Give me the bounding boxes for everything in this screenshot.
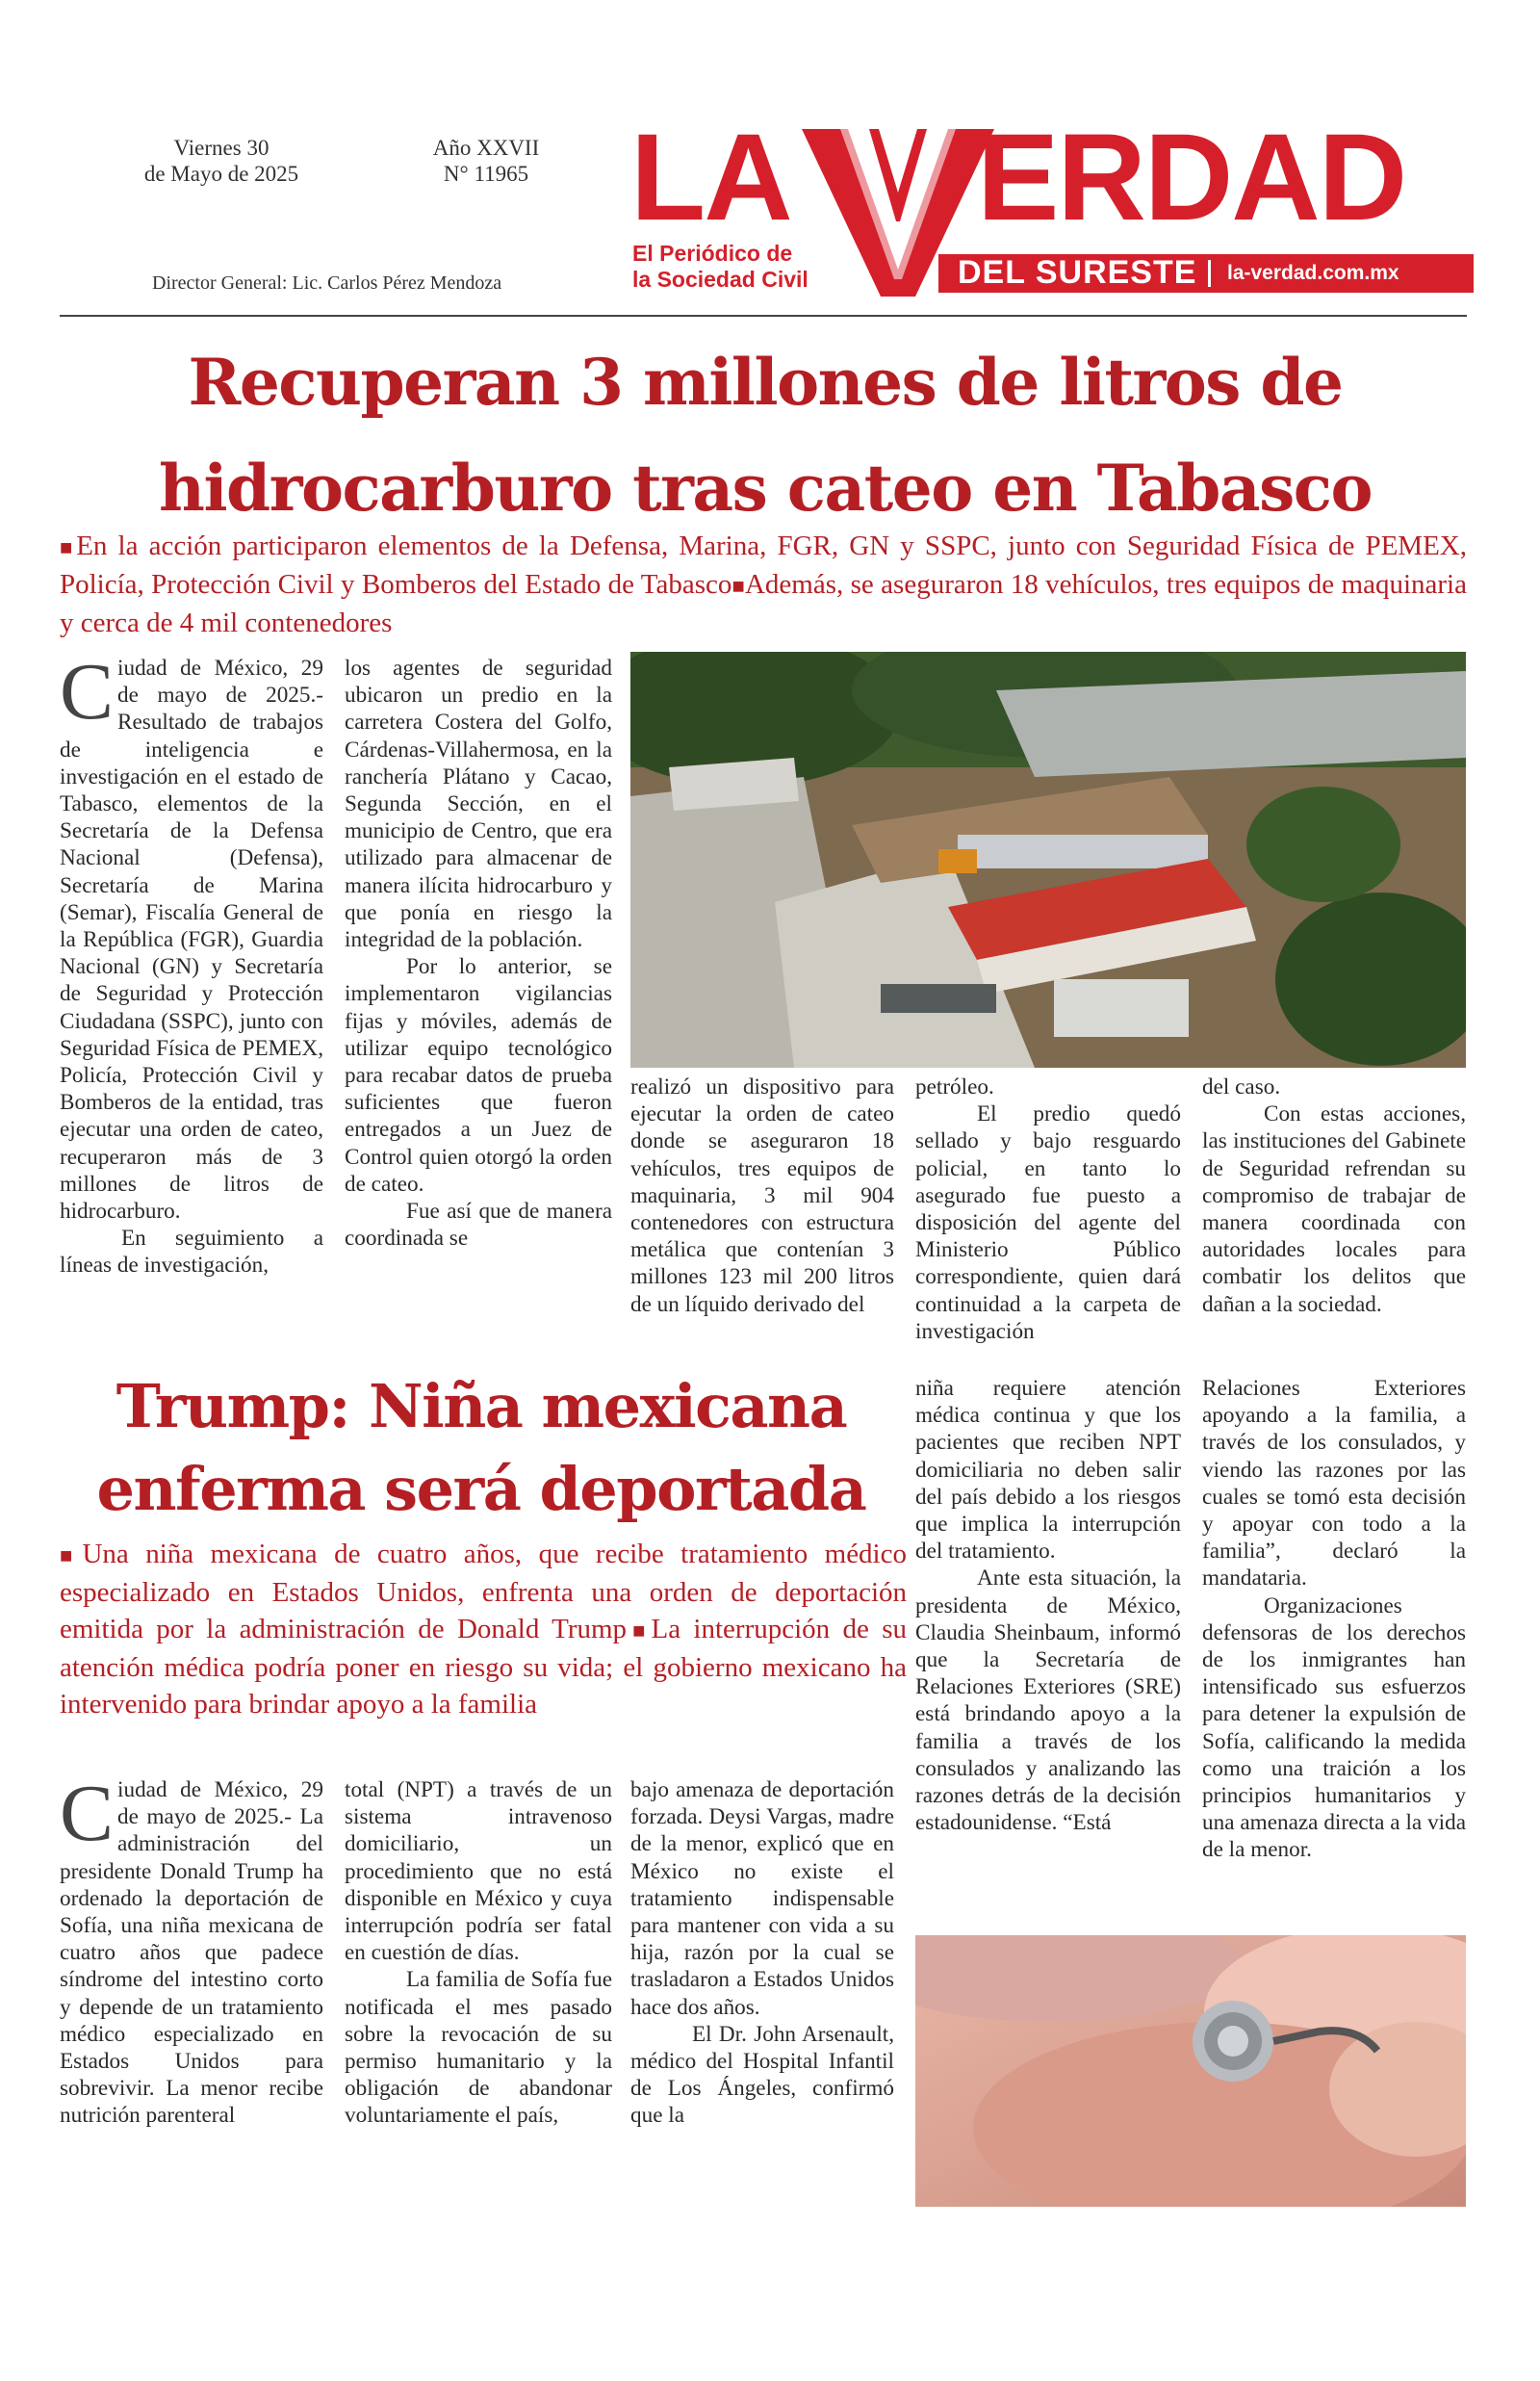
story2-col3-p2: El Dr. John Arsenault, médico del Hospital Infantil de Los Ángeles, confirmó que la [630,2021,894,2129]
issue-no: N° 11965 [443,162,529,186]
logo-divider [1208,260,1211,287]
story2-column-2 [345,1776,612,2130]
story1-deck-part2: Además, se aseguraron 18 vehículos, tres equipos de maquinaria y cerca de 4 mil contenedores [60,569,1467,638]
masthead-rule [60,315,1467,317]
issue-date [125,135,318,187]
issue-weekday: Viernes 30 [173,136,270,160]
issue-number [414,135,558,187]
story1-headline [53,329,1477,541]
story1-column-2 [345,655,612,1252]
story1-col1-p2: En seguimiento a líneas de investigación, [60,1226,323,1279]
story1-deck [60,528,1467,641]
story1-column-3 [630,1074,894,1318]
story2-column-3 [630,1776,894,2130]
story1-col2-p1: los agentes de seguridad ubicaron un predio en la carretera Costera del Golfo, Cárdenas-Villahermosa, en la ranchería Plátano y Cacao, Segunda Sección, en el municipio de Centro, que era utilizado para almacenar de manera ilícita hidrocarburo y que ponía en riesgo la integridad de la población. [345,656,612,953]
logo-erdad: ERDAD [977,109,1406,246]
story1-headline-line2: hidrocarburo tras cateo en Tabasco [158,451,1372,526]
story1-photo-aerial-site [630,652,1466,1068]
story1-column-1 [60,647,323,1280]
logo-del-sureste: DEL SURESTE [958,254,1197,291]
deck-bullet-icon: ■ [60,535,77,559]
story1-col1-p1: iudad de México, 29 de mayo de 2025.- Resultado de trabajos de inteligencia e investigación en el estado de Tabasco, elementos de la Secretaría de la Defensa Nacional (Defensa), Secretaría de Marina (Semar), Fiscalía General de la República (FGR), Guardia Nacional (GN) y Secretaría de Seguridad y Protección Ciudadana (SSPC), junto con Seguridad Física de PEMEX, Policía, Protección Civil y Bomberos de la entidad, tras ejecutar una orden de cateo, recuperaron más de 3 millones de litros de hidrocarburo. [60,656,323,1225]
story2-col2-p2: La familia de Sofía fue notificada el mes pasado sobre la revocación de su permiso humanitario y la obligación de abandonar voluntariamente el país, [345,1967,612,2129]
story1-col5-p2: Con estas acciones, las instituciones del Gabinete de Seguridad refrendan su compromiso de trabajar de manera coordinada con autoridades locales para combatir los delitos que dañan a la sociedad. [1202,1101,1466,1317]
logo-la: LA [630,109,791,246]
story2-column-4 [915,1375,1181,1836]
story2-dropcap: C [60,1769,115,1858]
logo-tagline [632,241,808,293]
story1-headline-line1: Recuperan 3 millones de litros de [188,345,1343,420]
story2-headline-line2: enferma será deportada [96,1454,866,1524]
deck-bullet-icon: ■ [732,574,745,598]
story2-col4-p2: Ante esta situación, la presidenta de México, Claudia Sheinbaum, informó que la Secretaría de Relaciones Exteriores (SRE) está brindando apoyo a la familia a través de los consulados y analizando las razones detrás de la decisión estadounidense. “Está [915,1566,1181,1836]
story1-col2-p3: Fue así que de manera coordinada se [345,1199,612,1252]
story1-col4-p1: petróleo. [915,1074,994,1100]
story2-col3-p1: bajo amenaza de deportación forzada. Deysi Vargas, madre de la menor, explicó que en México no existe el tratamiento indispensable para mantener con vida a su hija, razón por la cual se trasladaron a Estados Unidos hace dos años. [630,1777,894,2020]
story2-deck [60,1536,907,1722]
story2-headline-line1: Trump: Niña mexicana [116,1371,847,1441]
logo-tagline-1: El Periódico de [632,241,793,266]
story2-col5-p2: Organizaciones defensoras de los derechos de los inmigrantes han intensificado sus esfuerzos para detener la expulsión de Sofía, calificando la medida como una traición a los principios humanitarios y una amenaza directa a la vida de la menor. [1202,1592,1466,1863]
story1-col2-p2: Por lo anterior, se implementaron vigilancias fijas y móviles, además de utilizar equipo tecnológico para recabar datos de prueba suficientes que fueron entregados a un Juez de Control quien otorgó la orden de cateo. [345,954,612,1197]
story2-deck-part1: Una niña mexicana de cuatro años, que recibe tratamiento médico especializado en Estados Unidos, enfrenta una orden de deportación emitida por la administración de Donald Trump [60,1539,907,1644]
deck-bullet-icon: ■ [627,1618,652,1643]
story1-col5-p1: del caso. [1202,1074,1281,1100]
story2-col1-p1: iudad de México, 29 de mayo de 2025.- La administración del presidente Donald Trump ha ordenado la deportación de Sofía, una niña mexicana de cuatro años que padece síndrome del intestino corto y depende de un tratamiento médico especializado en Estados Unidos para sobrevivir. La menor recibe nutrición parenteral [60,1777,323,2129]
logo-tagline-2: la Sociedad Civil [632,267,808,292]
story1-column-5 [1202,1074,1466,1318]
story1-col3-p1: realizó un dispositivo para ejecutar la orden de cateo donde se aseguraron 18 vehículos, tres equipos de maquinaria, 3 mil 904 contenedores con estructura metálica que contenían 3 millones 123 mil 200 litros de un líquido derivado del [630,1074,894,1317]
story2-col2-p1: total (NPT) a través de un sistema intravenoso domiciliario, un procedimiento que no está disponible en México y cuya interrupción podría ser fatal en cuestión de días. [345,1777,612,1966]
issue-day-month: de Mayo de 2025 [143,162,299,186]
issue-year: Año XXVII [432,136,540,160]
story1-deck-part1: En la acción participaron elementos de la Defensa, Marina, FGR, GN y SSPC, junto con Seguridad Física de PEMEX, Policía, Protección Civil y Bomberos del Estado de Tabasco [60,531,1467,600]
story2-headline [58,1365,905,1531]
story2-column-1 [60,1769,323,2130]
newspaper-logo [630,109,1474,300]
story2-photo-stethoscope [915,1935,1466,2207]
aerial-photo-graphic [630,652,1466,1068]
story2-col5-p1: Relaciones Exteriores apoyando a la familia, a través de los consulados, y viendo las razones por las cuales se tomó esta decisión y apoyar con todo a la familia”, declaró la mandataria. [1202,1376,1466,1592]
story2-deck-part2: La interrupción de su atención médica podría poner en riesgo su vida; el gobierno mexicano ha intervenido para brindar apoyo a la familia [60,1614,907,1720]
deck-bullet-icon: ■ [60,1543,83,1567]
story1-col4-p2: El predio quedó sellado y bajo resguardo policial, en tanto lo asegurado fue puesto a disposición del agente del Ministerio Público correspondiente, quien dará continuidad a la carpeta de investigación [915,1101,1181,1344]
logo-url: la-verdad.com.mx [1227,262,1399,284]
story2-col4-p1: niña requiere atención médica continua y que los pacientes que reciben NPT domiciliaria no deben salir del país debido a los riesgos que implica la interrupción del tratamiento. [915,1376,1181,1565]
director-credit: Director General: Lic. Carlos Pérez Mendoza [152,272,502,294]
story2-column-5 [1202,1375,1466,1864]
story1-column-4 [915,1074,1181,1345]
story1-dropcap: C [60,647,115,737]
stethoscope-photo-graphic [915,1935,1466,2207]
